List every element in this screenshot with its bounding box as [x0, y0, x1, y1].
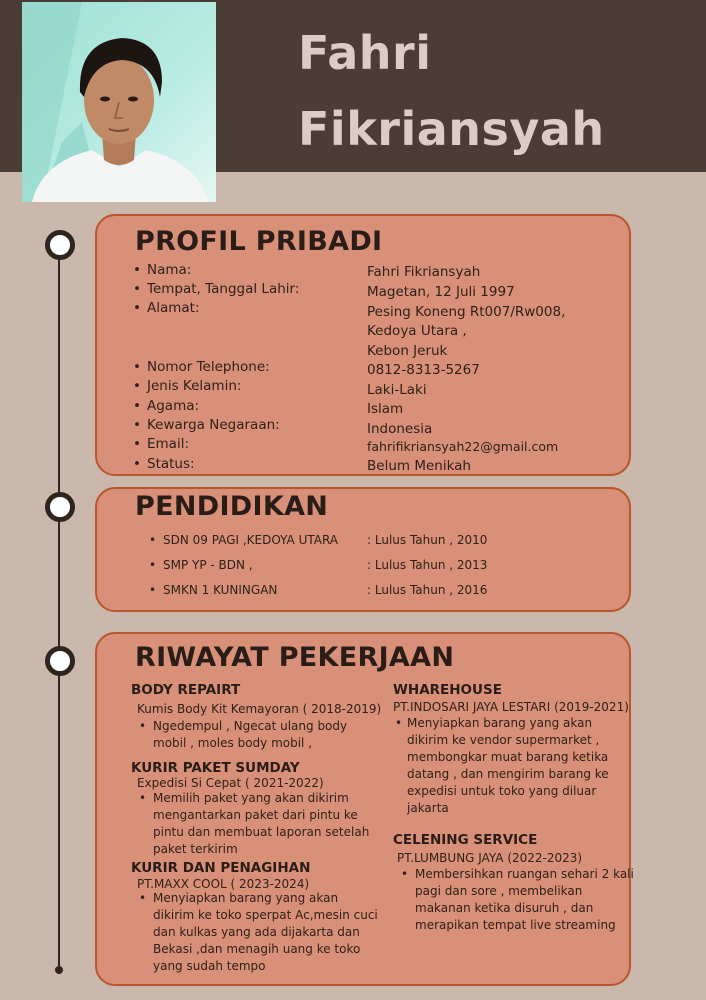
bullet-icon: •	[139, 891, 147, 905]
profile-value-gender: Laki-Laki	[367, 382, 427, 398]
last-name: Fikriansyah	[298, 102, 605, 156]
job-company: Expedisi Si Cepat ( 2021-2022)	[137, 776, 324, 790]
profile-value-religion: Islam	[367, 401, 404, 417]
profile-label-gender: • Jenis Kelamin:	[147, 378, 241, 394]
education-school: • SDN 09 PAGI ,KEDOYA UTARA	[163, 533, 338, 547]
job-desc-line: Ngedempul , Ngecat ulang body	[153, 719, 348, 733]
profile-label-birth: • Tempat, Tanggal Lahir:	[147, 281, 299, 297]
job-desc-line: pagi dan sore , membelikan	[415, 884, 583, 898]
education-year: : Lulus Tahun , 2010	[367, 533, 488, 547]
job-title: KURIR PAKET SUMDAY	[131, 760, 300, 776]
profile-card	[95, 214, 631, 476]
profile-label-status: • Status:	[147, 456, 195, 472]
timeline-dot-profile	[45, 230, 75, 260]
timeline-end	[55, 966, 63, 974]
first-name: Fahri	[298, 26, 432, 80]
education-section-title: PENDIDIKAN	[135, 491, 329, 522]
job-desc-line: yang sudah tempo	[153, 959, 266, 973]
profile-label-name: • Nama:	[147, 262, 191, 278]
timeline-line	[58, 242, 60, 970]
education-year: : Lulus Tahun , 2016	[367, 583, 488, 597]
job-desc-line: Bekasi ,dan menagih uang ke toko	[153, 942, 361, 956]
bullet-icon: •	[395, 716, 403, 730]
bullet-icon: •	[139, 719, 147, 733]
job-desc-line: merapikan tempat live streaming	[415, 918, 616, 932]
job-desc-line: dikirim ke toko sperpat Ac,mesin cuci	[153, 908, 378, 922]
profile-value-address-3: Kebon Jeruk	[367, 343, 448, 359]
profile-photo	[22, 2, 216, 202]
job-title: BODY REPAIRT	[131, 682, 241, 698]
profile-value-phone: 0812-8313-5267	[367, 362, 480, 378]
profile-label-email: • Email:	[147, 436, 189, 452]
job-desc-line: datang , dan mengirim barang ke	[407, 767, 609, 781]
job-desc-line: Membersihkan ruangan sehari 2 kali	[415, 867, 634, 881]
job-desc-line: dan kulkas yang ada dijakarta dan	[153, 925, 360, 939]
profile-value-email: fahrifikriansyah22@gmail.com	[367, 439, 559, 454]
timeline-dot-education	[45, 492, 75, 522]
job-desc-line: dikirim ke vendor supermarket ,	[407, 733, 600, 747]
job-company: PT.MAXX COOL ( 2023-2024)	[137, 877, 310, 891]
profile-label-nationality: • Kewarga Negaraan:	[147, 417, 280, 433]
profile-value-address-2: Kedoya Utara ,	[367, 323, 467, 339]
bullet-icon: •	[401, 867, 409, 881]
job-title: WHAREHOUSE	[393, 682, 502, 698]
job-company: PT.LUMBUNG JAYA (2022-2023)	[397, 851, 583, 865]
profile-label-religion: • Agama:	[147, 398, 199, 414]
person-portrait-icon	[22, 2, 216, 202]
timeline-dot-work	[45, 646, 75, 676]
job-desc-line: Menyiapkan barang yang akan	[153, 891, 339, 905]
education-school: • SMKN 1 KUNINGAN	[163, 583, 277, 597]
job-desc-line: makanan ketika disuruh , dan	[415, 901, 594, 915]
work-card	[95, 632, 634, 986]
job-company: PT.INDOSARI JAYA LESTARI (2019-2021)	[393, 700, 629, 714]
job-company: Kumis Body Kit Kemayoran ( 2018-2019)	[137, 702, 382, 716]
profile-value-nationality: Indonesia	[367, 421, 433, 437]
profile-value-birth: Magetan, 12 Juli 1997	[367, 284, 515, 300]
job-desc-line: pintu dan membuat laporan setelah	[153, 825, 370, 839]
work-section-title: RIWAYAT PEKERJAAN	[135, 642, 455, 673]
job-desc-line: expedisi untuk toko yang diluar	[407, 784, 597, 798]
job-desc-line: Menyiapkan barang yang akan	[407, 716, 593, 730]
job-desc-line: membongkar muat barang ketika	[407, 750, 609, 764]
profile-section-title: PROFIL PRIBADI	[135, 226, 383, 257]
job-title: CELENING SERVICE	[393, 832, 538, 848]
profile-value-address-1: Pesing Koneng Rt007/Rw008,	[367, 304, 566, 320]
job-desc-line: mengantarkan paket dari pintu ke	[153, 808, 358, 822]
job-desc-line: Memilih paket yang akan dikirim	[153, 791, 349, 805]
profile-value-name: Fahri Fikriansyah	[367, 264, 481, 280]
profile-label-phone: • Nomor Telephone:	[147, 359, 270, 375]
profile-label-address: • Alamat:	[147, 300, 200, 316]
education-year: : Lulus Tahun , 2013	[367, 558, 488, 572]
job-desc-line: paket terkirim	[153, 842, 238, 856]
bullet-icon: •	[139, 791, 147, 805]
education-card	[95, 487, 631, 612]
education-school: • SMP YP - BDN ,	[163, 558, 253, 572]
job-desc-line: mobil , moles body mobil ,	[153, 736, 313, 750]
job-desc-line: jakarta	[407, 801, 449, 815]
profile-value-status: Belum Menikah	[367, 458, 471, 474]
job-title: KURIR DAN PENAGIHAN	[131, 860, 311, 876]
